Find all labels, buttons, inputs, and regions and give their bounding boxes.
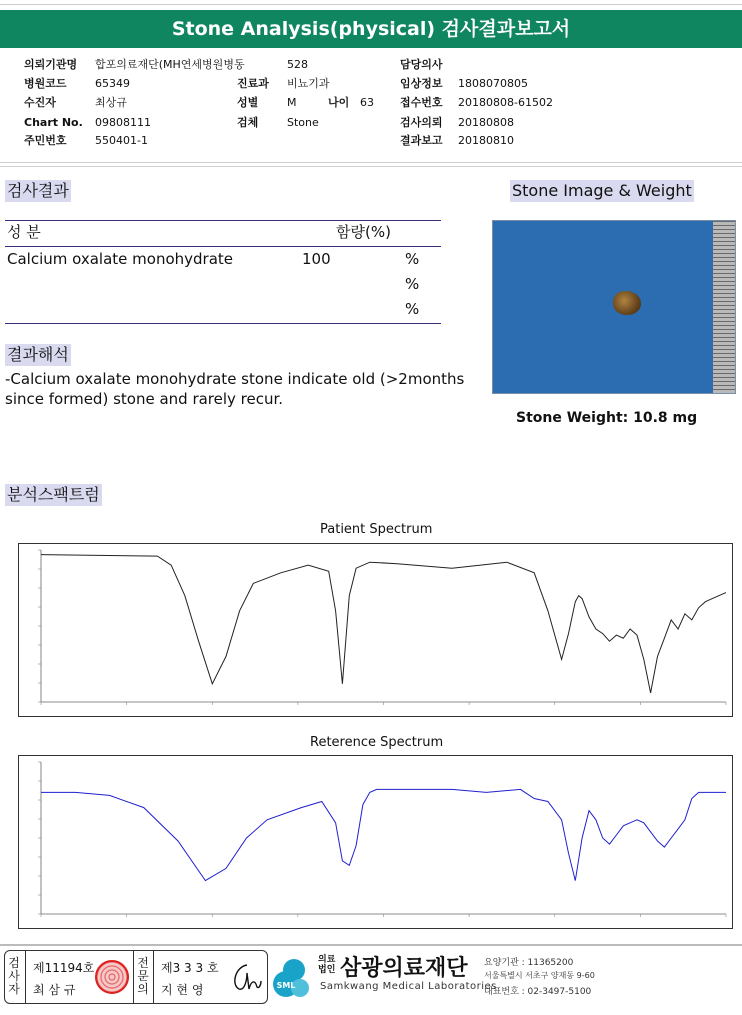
resident-value: 550401-1 (95, 134, 148, 147)
specialist-number: 제3 3 3 호 (161, 961, 219, 975)
reference-spectrum-chart (18, 755, 733, 929)
institution-value: 합포의료재단(MH연세병원병동 (95, 58, 245, 71)
result-report-value: 20180810 (458, 134, 514, 147)
org-phone: 대표번호 : 02-3497-5100 (484, 987, 592, 997)
ward-value: 528 (287, 58, 308, 71)
institution-label: 의뢰기관명 (24, 58, 78, 71)
org-english-name: Samkwang Medical Laboratories (320, 981, 497, 992)
interpretation-text: -Calcium oxalate monohydrate stone indicate old (>2months since formed) stone and rarely recur. (5, 370, 465, 408)
sig-divider (153, 951, 154, 1003)
results-section-title: 검사결과 (7, 181, 69, 200)
chart-value: 09808111 (95, 116, 151, 129)
stone-photo (492, 220, 736, 394)
spectrum-section-title: 분석스팩트럼 (7, 485, 100, 504)
specialist-signature (227, 959, 263, 995)
specialist-label: 전 문 의 (137, 956, 149, 996)
logo-letters: SML (276, 981, 296, 990)
stone-weight: Stone Weight: 10.8 mg (516, 410, 698, 426)
request-label: 검사의뢰 (400, 116, 443, 129)
row-unit: % (405, 300, 420, 318)
patient-spectrum-chart (18, 543, 733, 717)
org-name: 삼광의료재단 (340, 956, 468, 981)
sex-label: 성별 (237, 96, 259, 109)
hospital-code-value: 65349 (95, 77, 130, 90)
request-value: 20180808 (458, 116, 514, 129)
row-amount: 100 (302, 250, 331, 268)
header-divider-2 (0, 166, 742, 167)
recipient-value: 최상규 (95, 96, 127, 109)
specialist-name: 지 현 영 (161, 983, 204, 997)
row-component: Calcium oxalate monohydrate (7, 250, 234, 268)
ruler-scale (713, 221, 735, 393)
row-unit: % (405, 275, 420, 293)
sig-divider (25, 951, 26, 1003)
top-border (0, 4, 742, 5)
inspector-number: 제11194호 (33, 961, 95, 975)
spectrum-line (41, 789, 726, 880)
age-value: 63 (360, 96, 374, 109)
clinical-label: 임상정보 (400, 77, 443, 90)
hospital-code-label: 병원코드 (24, 77, 67, 90)
age-label: 나이 (328, 96, 350, 109)
interpretation-section-title: 결과해석 (7, 345, 69, 364)
clinical-value: 1808070805 (458, 77, 528, 90)
specimen-value: Stone (287, 116, 319, 129)
inspector-seal (95, 960, 129, 994)
doctor-label: 담당의사 (400, 58, 443, 71)
receipt-label: 접수번호 (400, 96, 443, 109)
reference-spectrum-title: Reterence Spectrum (310, 735, 444, 750)
results-table-top-line (5, 220, 441, 221)
department-value: 비뇨기과 (287, 77, 330, 90)
results-col-amount: 함량(%) (336, 223, 391, 241)
results-col-component: 성 분 (7, 223, 41, 241)
patient-spectrum-title: Patient Spectrum (320, 522, 433, 537)
spectrum-line (41, 555, 726, 693)
results-table-header-line (5, 246, 441, 247)
department-label: 진료과 (237, 77, 269, 90)
care-number: 요양기관 : 11365200 (484, 958, 574, 968)
result-report-label: 결과보고 (400, 134, 443, 147)
inspector-label: 검 사 자 (8, 956, 20, 996)
sig-divider (133, 951, 134, 1003)
signature-box (4, 950, 268, 1004)
inspector-name: 최 삼 규 (33, 983, 76, 997)
reference-spectrum-svg (19, 756, 732, 928)
sex-value: M (287, 96, 297, 109)
sml-logo-icon (272, 956, 312, 1000)
header-divider-1 (0, 162, 742, 163)
patient-spectrum-svg (19, 544, 732, 716)
footer-divider (0, 944, 742, 946)
specimen-label: 검체 (237, 116, 259, 129)
row-unit: % (405, 250, 420, 268)
receipt-value: 20180808-61502 (458, 96, 553, 109)
stone-specimen (613, 291, 641, 315)
report-title: Stone Analysis(physical) 검사결과보고서 (0, 10, 742, 48)
resident-label: 주민번호 (24, 134, 67, 147)
chart-label: Chart No. (24, 116, 83, 129)
org-address: 서울특별시 서초구 양재동 9-60 (484, 971, 595, 980)
recipient-label: 수진자 (24, 96, 56, 109)
stone-image-section-title: Stone Image & Weight (512, 181, 692, 200)
results-table-bottom-line (5, 323, 441, 324)
org-prefix: 의료 법인 (318, 955, 336, 975)
